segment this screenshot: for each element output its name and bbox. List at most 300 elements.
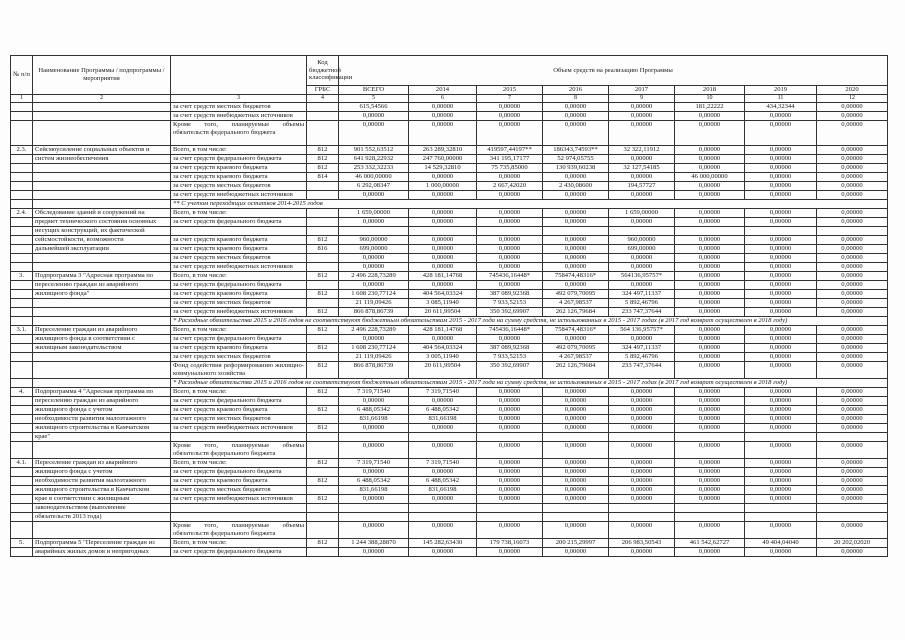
year-value: 0,00000 — [817, 146, 888, 155]
year-value: 0,00000 — [817, 218, 888, 227]
year-value: 0,00000 — [543, 486, 609, 495]
total-value: 699,00000 — [339, 245, 409, 254]
year-value: 0,00000 — [675, 522, 745, 539]
year-value: 0,00000 — [543, 236, 609, 245]
grbs-code: 812 — [307, 477, 339, 486]
table-row — [11, 245, 888, 254]
year-value: 179 738,16073 — [477, 539, 543, 548]
row-num-cell — [11, 317, 33, 326]
year-value: 0,00000 — [817, 155, 888, 164]
year-value: 0,00000 — [745, 281, 817, 290]
year-value: 5 892,46796 — [609, 353, 675, 362]
year-value: 32 127,54185 — [609, 164, 675, 173]
program-name: Сейсмоусиление социальных объектов и — [33, 146, 171, 155]
year-value: 0,00000 — [745, 218, 817, 227]
year-value: 0,00000 — [817, 344, 888, 353]
year-value: 492 079,70095 — [543, 290, 609, 299]
program-name — [33, 164, 171, 173]
year-value: 5 892,46796 — [609, 299, 675, 308]
year-value: 0,00000 — [477, 209, 543, 218]
funding-source: Всего, в том числе: — [171, 326, 307, 335]
year-value: 0,00000 — [675, 362, 745, 379]
program-name: необходимости развития малоэтажного — [33, 477, 171, 486]
year-value: 186343,74593** — [543, 146, 609, 155]
grbs-code — [307, 227, 339, 236]
table-row — [11, 290, 888, 299]
year-value: 0,00000 — [745, 272, 817, 281]
year-value — [543, 227, 609, 236]
year-value: 145 282,63430 — [409, 539, 477, 548]
total-value: 901 552,63512 — [339, 146, 409, 155]
row-number — [11, 191, 33, 200]
year-value: 0,00000 — [675, 415, 745, 424]
header-total: ВСЕГО — [339, 86, 409, 95]
table-row — [11, 406, 888, 415]
program-name — [33, 442, 171, 459]
year-value: 0,00000 — [477, 406, 543, 415]
program-name: крае" — [33, 433, 171, 442]
program-name: жилищного строительства в Камчатском — [33, 424, 171, 433]
row-number — [11, 281, 33, 290]
year-value: 0,00000 — [675, 209, 745, 218]
year-value — [543, 504, 609, 513]
table-row — [11, 236, 888, 245]
row-number — [11, 486, 33, 495]
total-value: 1 608 230,77124 — [339, 290, 409, 299]
year-value: 324 497,11337 — [609, 344, 675, 353]
funding-source: за счет средств внебюджетных источников — [171, 191, 307, 200]
year-value: 0,00000 — [477, 486, 543, 495]
year-value: 0,00000 — [817, 272, 888, 281]
year-value: 404 564,03324 — [409, 290, 477, 299]
year-value: 434,32344 — [745, 103, 817, 112]
year-value — [675, 433, 745, 442]
year-value: 0,00000 — [817, 459, 888, 468]
program-name: жилищного фонда" — [33, 290, 171, 299]
year-value: 0,00000 — [609, 477, 675, 486]
year-value: 0,00000 — [477, 218, 543, 227]
year-value: 0,00000 — [745, 486, 817, 495]
year-value: 0,00000 — [409, 442, 477, 459]
program-name: сейсмостойкости, возможности — [33, 236, 171, 245]
year-value: 0,00000 — [817, 362, 888, 379]
year-value: 0,00000 — [675, 146, 745, 155]
row-number: 4.1. — [11, 459, 33, 468]
total-value: 0,00000 — [339, 522, 409, 539]
year-value: 0,00000 — [745, 442, 817, 459]
year-value: 0,00000 — [477, 388, 543, 397]
year-value: 0,00000 — [745, 112, 817, 121]
column-number: 1 — [11, 95, 33, 103]
program-name — [33, 112, 171, 121]
year-value: 0,00000 — [409, 218, 477, 227]
funding-source: за счет средств федерального бюджета — [171, 548, 307, 557]
funding-source: Кроме того, планируемые объемы обязательств федерального бюджета — [171, 121, 307, 146]
total-value: 0,00000 — [339, 254, 409, 263]
table-row — [11, 433, 888, 442]
program-name — [33, 308, 171, 317]
year-value: 0,00000 — [817, 281, 888, 290]
year-value: 0,00000 — [409, 112, 477, 121]
funding-source: Всего, в том числе: — [171, 272, 307, 281]
year-value: 0,00000 — [409, 121, 477, 146]
year-value: 0,00000 — [477, 424, 543, 433]
year-value: 0,00000 — [675, 308, 745, 317]
year-value: 0,00000 — [409, 263, 477, 272]
year-value: 0,00000 — [817, 397, 888, 406]
year-value: 0,00000 — [409, 254, 477, 263]
year-value: 0,00000 — [675, 112, 745, 121]
year-value: 0,00000 — [817, 254, 888, 263]
year-value — [477, 227, 543, 236]
program-name: Обследование зданий и сооружений на — [33, 209, 171, 218]
program-name — [33, 299, 171, 308]
year-value: 0,00000 — [675, 290, 745, 299]
year-value: 831,66198 — [409, 486, 477, 495]
column-number: 12 — [817, 95, 888, 103]
total-value: 7 319,71540 — [339, 388, 409, 397]
row-number — [11, 406, 33, 415]
year-value: 0,00000 — [543, 548, 609, 557]
year-value: 350 392,69907 — [477, 362, 543, 379]
row-number — [11, 362, 33, 379]
year-value: 0,00000 — [543, 477, 609, 486]
table-row — [11, 173, 888, 182]
row-num-cell — [11, 200, 33, 209]
year-value: 1 659,00000 — [609, 209, 675, 218]
year-value: 0,00000 — [477, 121, 543, 146]
year-value: 0,00000 — [675, 155, 745, 164]
year-value: 0,00000 — [675, 121, 745, 146]
table-row — [11, 388, 888, 397]
total-value: 831,66198 — [339, 415, 409, 424]
year-value: 0,00000 — [543, 209, 609, 218]
year-value: 0,00000 — [817, 468, 888, 477]
year-value: 0,00000 — [609, 121, 675, 146]
column-number: 2 — [33, 95, 171, 103]
year-value: 0,00000 — [409, 468, 477, 477]
year-value: 0,00000 — [543, 191, 609, 200]
year-value: 0,00000 — [675, 218, 745, 227]
year-value: 0,00000 — [817, 103, 888, 112]
column-number: 8 — [543, 95, 609, 103]
year-value: 0,00000 — [543, 121, 609, 146]
row-name-cell — [33, 200, 171, 209]
year-value: 0,00000 — [745, 236, 817, 245]
year-value: 0,00000 — [817, 191, 888, 200]
program-name — [33, 522, 171, 539]
grbs-code — [307, 121, 339, 146]
row-number — [11, 442, 33, 459]
year-value — [609, 227, 675, 236]
table-row — [11, 103, 888, 112]
year-value: 0,00000 — [409, 424, 477, 433]
funding-source: за счет средств внебюджетных источников — [171, 263, 307, 272]
year-value: 0,00000 — [543, 263, 609, 272]
total-value: 2 496 228,73289 — [339, 272, 409, 281]
program-name — [33, 191, 171, 200]
year-value — [477, 513, 543, 522]
column-number: 6 — [409, 95, 477, 103]
program-name — [33, 353, 171, 362]
row-number: 2.3. — [11, 146, 33, 155]
year-value: 428 181,14768 — [409, 326, 477, 335]
row-num-cell — [11, 379, 33, 388]
year-value: 0,00000 — [477, 495, 543, 504]
year-value: 0,00000 — [543, 397, 609, 406]
table-row — [11, 272, 888, 281]
total-value: 21 119,09426 — [339, 299, 409, 308]
funding-source: Всего, в том числе: — [171, 146, 307, 155]
column-number: 5 — [339, 95, 409, 103]
year-value: 233 747,37644 — [609, 362, 675, 379]
table-row — [11, 182, 888, 191]
funding-source: за счет средств краевого бюджета — [171, 344, 307, 353]
total-value: 0,00000 — [339, 468, 409, 477]
column-number: 10 — [675, 95, 745, 103]
total-value — [339, 433, 409, 442]
program-name — [33, 263, 171, 272]
grbs-code — [307, 299, 339, 308]
row-number — [11, 254, 33, 263]
year-value: 0,00000 — [609, 191, 675, 200]
funding-source: за счет средств внебюджетных источников — [171, 495, 307, 504]
grbs-code — [307, 522, 339, 539]
year-value: 0,00000 — [745, 263, 817, 272]
total-value: 831,66198 — [339, 486, 409, 495]
funding-source — [171, 227, 307, 236]
year-value — [409, 513, 477, 522]
year-value: 0,00000 — [675, 406, 745, 415]
year-value: 0,00000 — [745, 245, 817, 254]
funding-source: за счет средств краевого бюджета — [171, 236, 307, 245]
total-value: 0,00000 — [339, 218, 409, 227]
year-value — [745, 227, 817, 236]
table-row — [11, 121, 888, 146]
year-value: 831,66198 — [409, 415, 477, 424]
table-row — [11, 486, 888, 495]
year-value: 181,22222 — [675, 103, 745, 112]
column-number: 9 — [609, 95, 675, 103]
year-value: 745436,16448* — [477, 272, 543, 281]
year-value: 0,00000 — [543, 459, 609, 468]
year-value: 0,00000 — [477, 548, 543, 557]
year-value: 75 735,85000 — [477, 164, 543, 173]
year-value: 0,00000 — [675, 495, 745, 504]
year-value: 564136,95757* — [609, 272, 675, 281]
year-value: 4 267,98537 — [543, 299, 609, 308]
year-value: 20 611,99504 — [409, 362, 477, 379]
year-value: 960,00000 — [609, 236, 675, 245]
funding-source: Кроме того, планируемые объемы обязательств федерального бюджета — [171, 442, 307, 459]
row-number — [11, 290, 33, 299]
year-value: 0,00000 — [543, 254, 609, 263]
program-name — [33, 121, 171, 146]
row-number: 3. — [11, 272, 33, 281]
grbs-code — [307, 281, 339, 290]
year-value: 324 497,11337 — [609, 290, 675, 299]
year-value: 0,00000 — [609, 173, 675, 182]
year-value: 0,00000 — [477, 468, 543, 477]
program-name: Переселение граждан из аварийного — [33, 326, 171, 335]
year-value: 0,00000 — [675, 254, 745, 263]
grbs-code — [307, 397, 339, 406]
funding-source: за счет средств краевого бюджета — [171, 164, 307, 173]
year-value: 0,00000 — [675, 477, 745, 486]
year-value: 0,00000 — [745, 397, 817, 406]
grbs-code — [307, 209, 339, 218]
year-value: 0,00000 — [609, 486, 675, 495]
year-value: 263 289,32810 — [409, 146, 477, 155]
table-row — [11, 146, 888, 155]
grbs-code — [307, 218, 339, 227]
total-value: 0,00000 — [339, 397, 409, 406]
program-name: Подпрограмма 5 "Переселение граждан из — [33, 539, 171, 548]
year-value: 0,00000 — [477, 281, 543, 290]
row-number — [11, 513, 33, 522]
year-value: 0,00000 — [409, 281, 477, 290]
program-name: законодательством (выполнение — [33, 504, 171, 513]
year-value: 0,00000 — [817, 406, 888, 415]
year-value: 0,00000 — [675, 397, 745, 406]
year-value: 2 430,08600 — [543, 182, 609, 191]
year-value: 2 667,42020 — [477, 182, 543, 191]
year-value: 0,00000 — [609, 254, 675, 263]
funding-source: за счет средств краевого бюджета — [171, 406, 307, 415]
row-number — [11, 353, 33, 362]
year-value: 0,00000 — [409, 495, 477, 504]
year-value: 4 267,98537 — [543, 353, 609, 362]
year-value: 0,00000 — [609, 397, 675, 406]
year-value: 0,00000 — [817, 263, 888, 272]
grbs-code: 812 — [307, 272, 339, 281]
total-value: 960,00000 — [339, 236, 409, 245]
year-value: 0,00000 — [477, 236, 543, 245]
header-year: 2015 — [477, 86, 543, 95]
year-value: 20 202,02020 — [817, 539, 888, 548]
year-value: 0,00000 — [675, 548, 745, 557]
grbs-code — [307, 112, 339, 121]
grbs-code: 812 — [307, 308, 339, 317]
year-value: 0,00000 — [609, 442, 675, 459]
total-value: 253 332,32233 — [339, 164, 409, 173]
funding-source: Всего, в том числе: — [171, 459, 307, 468]
year-value: 0,00000 — [675, 236, 745, 245]
year-value: 564 136,95757* — [609, 326, 675, 335]
year-value: 0,00000 — [543, 245, 609, 254]
year-value: 0,00000 — [675, 182, 745, 191]
table-row — [11, 263, 888, 272]
table-row — [11, 218, 888, 227]
year-value: 262 126,79684 — [543, 308, 609, 317]
year-value: 0,00000 — [675, 326, 745, 335]
total-value: 0,00000 — [339, 121, 409, 146]
program-name: переселению граждан из аварийного — [33, 397, 171, 406]
year-value — [817, 433, 888, 442]
row-number — [11, 504, 33, 513]
year-value: 0,00000 — [609, 406, 675, 415]
row-number — [11, 245, 33, 254]
funding-source: Всего, в том числе: — [171, 388, 307, 397]
table-row — [11, 200, 888, 209]
year-value: 0,00000 — [609, 281, 675, 290]
total-value: 0,00000 — [339, 281, 409, 290]
table-row — [11, 379, 888, 388]
year-value: 0,00000 — [477, 459, 543, 468]
year-value — [543, 433, 609, 442]
row-number — [11, 522, 33, 539]
year-value: 0,00000 — [543, 522, 609, 539]
grbs-code — [307, 263, 339, 272]
table-row — [11, 468, 888, 477]
year-value: 0,00000 — [477, 263, 543, 272]
year-value: 0,00000 — [609, 335, 675, 344]
program-name: обязательств 2013 года) — [33, 513, 171, 522]
year-value: 0,00000 — [745, 173, 817, 182]
year-value: 3 085,11940 — [409, 299, 477, 308]
table-row — [11, 504, 888, 513]
year-value: 0,00000 — [675, 388, 745, 397]
row-number: 4. — [11, 388, 33, 397]
table-row — [11, 442, 888, 459]
year-value: 0,00000 — [817, 173, 888, 182]
funding-source: за счет средств федерального бюджета — [171, 397, 307, 406]
program-name — [33, 254, 171, 263]
year-value: 6 488,05342 — [409, 406, 477, 415]
column-number: 7 — [477, 95, 543, 103]
year-value — [477, 504, 543, 513]
program-name: Подпрограмма 3 "Адресная программа по — [33, 272, 171, 281]
year-value — [675, 504, 745, 513]
table-row — [11, 155, 888, 164]
row-number — [11, 308, 33, 317]
row-number — [11, 236, 33, 245]
year-value: 0,00000 — [609, 218, 675, 227]
year-value: 0,00000 — [543, 281, 609, 290]
total-value: 46 000,00000 — [339, 173, 409, 182]
year-value: 0,00000 — [745, 522, 817, 539]
year-value: 0,00000 — [609, 459, 675, 468]
year-value: 0,00000 — [409, 173, 477, 182]
grbs-code — [307, 486, 339, 495]
year-value: 0,00000 — [745, 495, 817, 504]
year-value: 0,00000 — [745, 388, 817, 397]
year-value: 0,00000 — [817, 548, 888, 557]
year-value: 0,00000 — [543, 424, 609, 433]
year-value: 194,57727 — [609, 182, 675, 191]
year-value: 0,00000 — [477, 173, 543, 182]
year-value — [609, 513, 675, 522]
row-number — [11, 164, 33, 173]
row-number — [11, 335, 33, 344]
year-value: 130 939,60238 — [543, 164, 609, 173]
year-value: 387 089,92368 — [477, 290, 543, 299]
program-name — [33, 103, 171, 112]
year-value — [675, 227, 745, 236]
year-value: 206 983,50543 — [609, 539, 675, 548]
year-value: 0,00000 — [477, 522, 543, 539]
funding-source: за счет средств краевого бюджета — [171, 477, 307, 486]
funding-source: за счет средств краевого бюджета — [171, 245, 307, 254]
program-name — [33, 173, 171, 182]
row-number — [11, 468, 33, 477]
year-value: 0,00000 — [745, 362, 817, 379]
header-grbs: ГРБС — [307, 86, 339, 95]
funding-source: за счет средств внебюджетных источников — [171, 424, 307, 433]
table-row — [11, 539, 888, 548]
funding-source: за счет средств внебюджетных источников — [171, 308, 307, 317]
year-value: 32 322,11912 — [609, 146, 675, 155]
